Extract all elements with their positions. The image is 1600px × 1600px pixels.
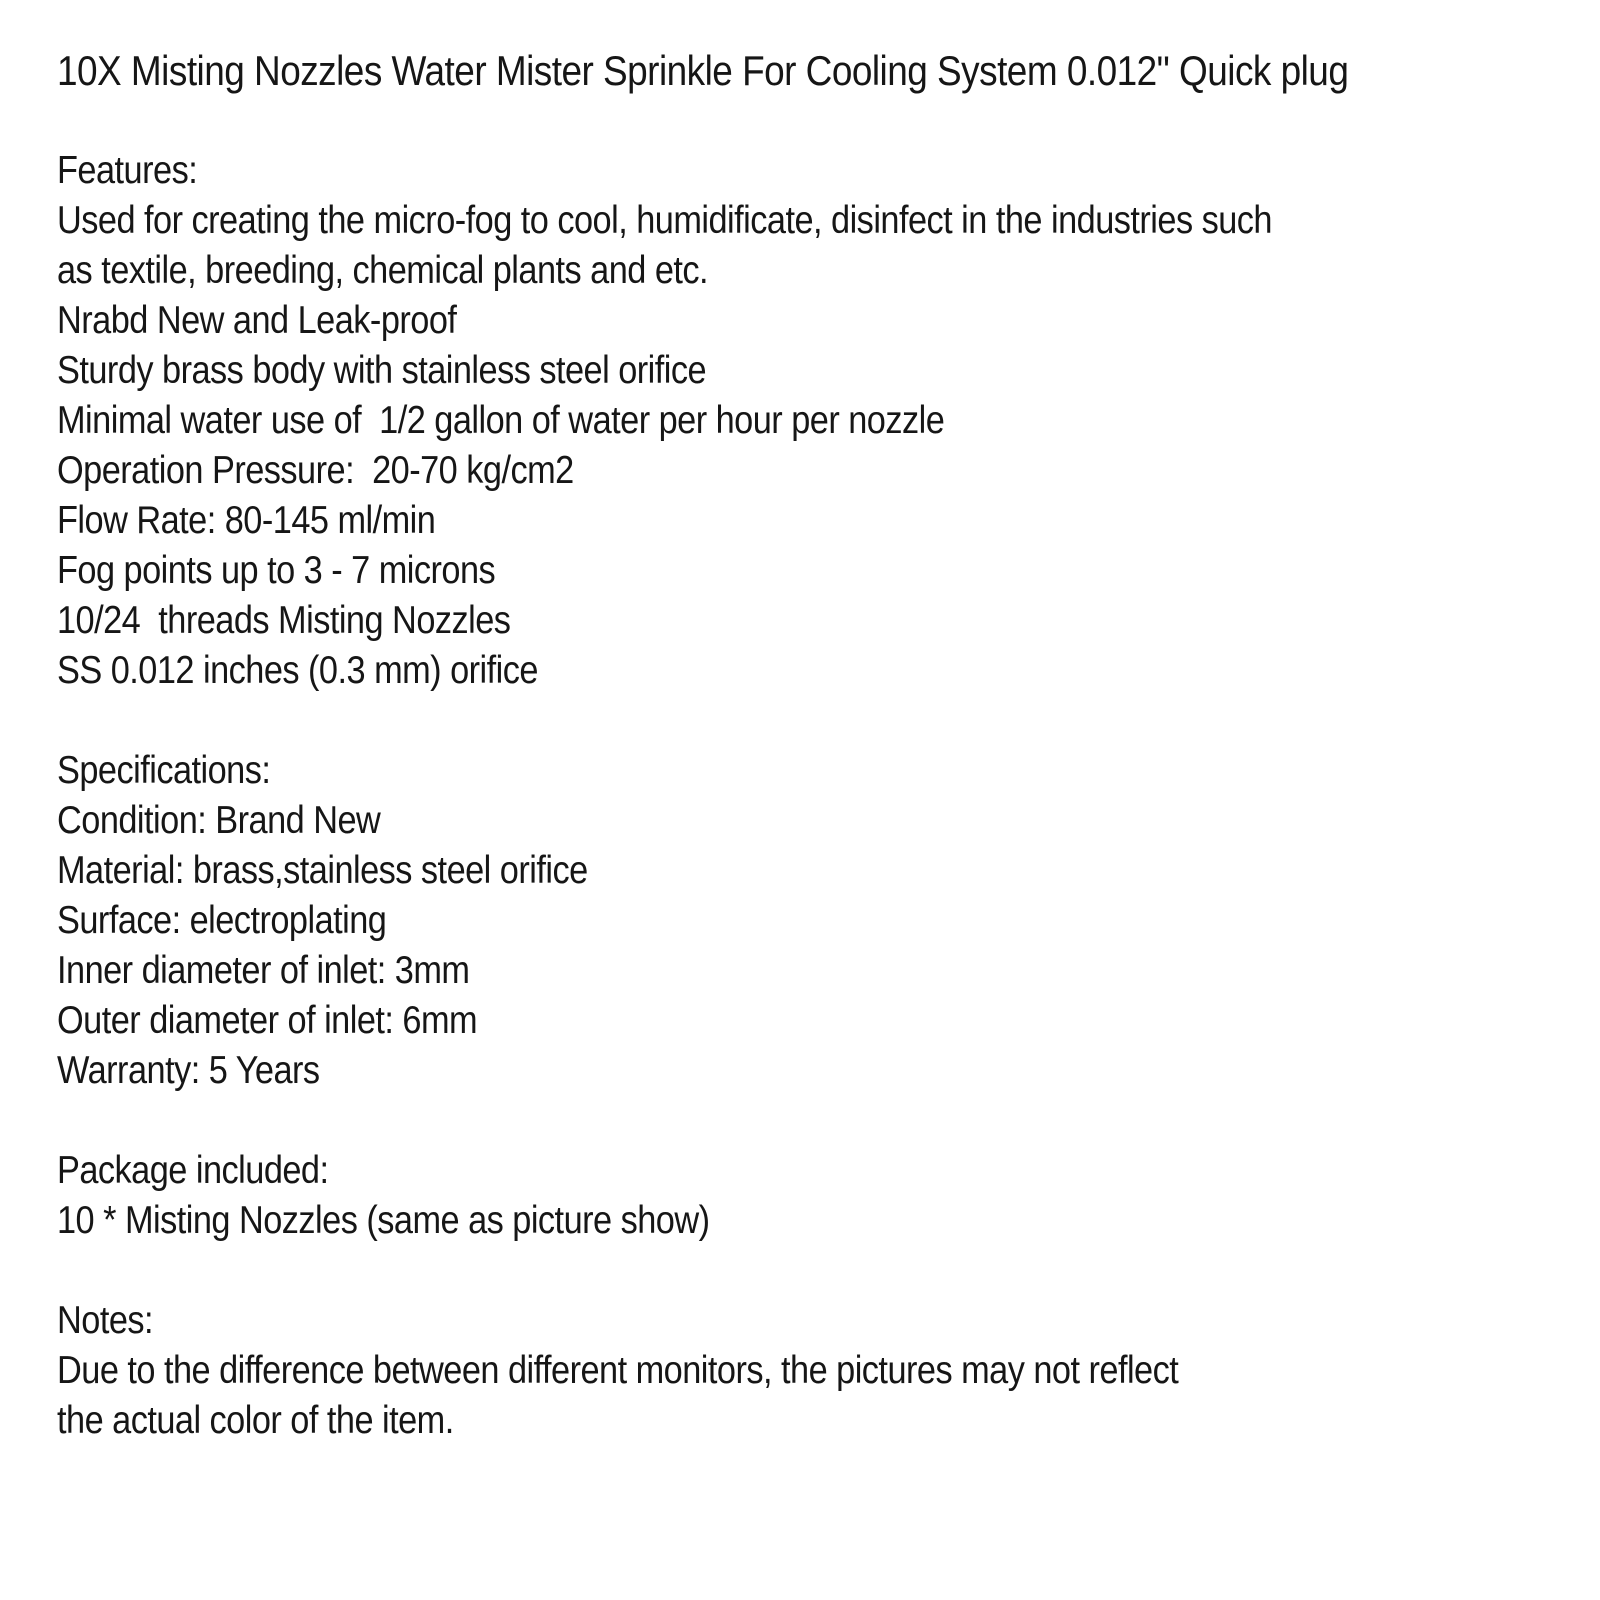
feature-line: Operation Pressure: 20-70 kg/cm2 xyxy=(57,449,574,492)
specifications-section xyxy=(57,746,1600,1096)
product-description-document xyxy=(57,46,1600,1446)
specification-line: Condition: Brand New xyxy=(57,799,381,842)
specifications-heading: Specifications: xyxy=(57,749,271,792)
note-line: Due to the difference between different monitors, the pictures may not reflect xyxy=(57,1349,1179,1392)
feature-line: Minimal water use of 1/2 gallon of water per hour per nozzle xyxy=(57,399,945,442)
feature-line: Used for creating the micro-fog to cool, humidificate, disinfect in the industries such xyxy=(57,199,1272,242)
note-line: the actual color of the item. xyxy=(57,1399,454,1442)
specification-line: Inner diameter of inlet: 3mm xyxy=(57,949,470,992)
package-line: 10 * Misting Nozzles (same as picture show) xyxy=(57,1199,710,1242)
notes-heading: Notes: xyxy=(57,1299,154,1342)
feature-line: 10/24 threads Misting Nozzles xyxy=(57,599,511,642)
specification-line: Surface: electroplating xyxy=(57,899,387,942)
feature-line: Fog points up to 3 - 7 microns xyxy=(57,549,496,592)
features-section xyxy=(57,146,1600,696)
feature-line: SS 0.012 inches (0.3 mm) orifice xyxy=(57,649,538,692)
notes-section xyxy=(57,1296,1600,1446)
product-title: 10X Misting Nozzles Water Mister Sprinkle For Cooling System 0.012" Quick plug xyxy=(57,47,1349,94)
feature-line: Flow Rate: 80-145 ml/min xyxy=(57,499,436,542)
feature-line: Nrabd New and Leak-proof xyxy=(57,299,457,342)
package-section xyxy=(57,1146,1600,1246)
feature-line: Sturdy brass body with stainless steel orifice xyxy=(57,349,707,392)
feature-line: as textile, breeding, chemical plants and etc. xyxy=(57,249,709,292)
specification-line: Warranty: 5 Years xyxy=(57,1049,320,1092)
package-heading: Package included: xyxy=(57,1149,329,1192)
features-heading: Features: xyxy=(57,149,198,192)
specification-line: Material: brass,stainless steel orifice xyxy=(57,849,588,892)
specification-line: Outer diameter of inlet: 6mm xyxy=(57,999,478,1042)
